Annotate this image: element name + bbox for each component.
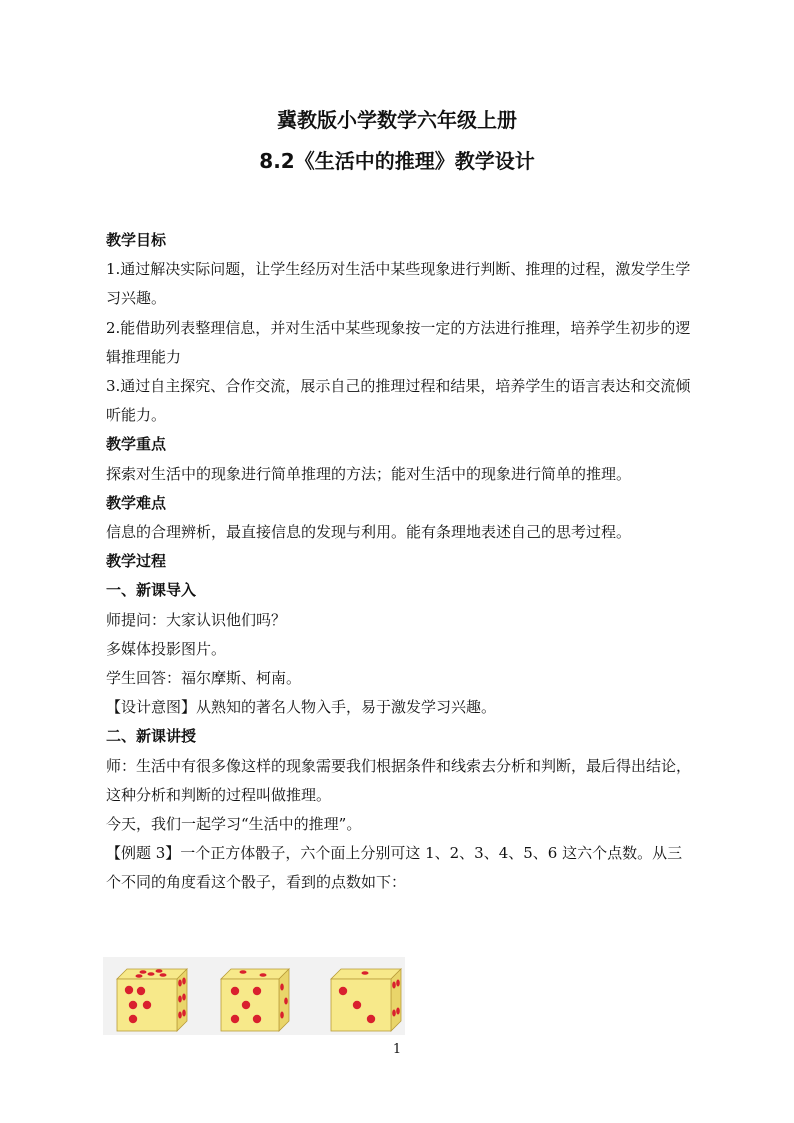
- example-3: 【例题 3】一个正方体骰子，六个面上分别可这 1、2、3、4、5、6 这六个点数。从三个不同的角度看这个骰子，看到的点数如下：: [106, 844, 683, 892]
- process-heading: 教学过程: [106, 552, 167, 571]
- document-subtitle: 8.2《生活中的推理》教学设计: [259, 149, 535, 173]
- die-1: [117, 969, 187, 1031]
- intro-heading: 一、新课导入: [106, 581, 197, 600]
- document-body: [106, 226, 696, 898]
- lesson-line-2: 今天，我们一起学习“生活中的推理”。: [106, 815, 362, 834]
- document-title: 冀教版小学数学六年级上册: [277, 108, 517, 132]
- page-number: 1: [392, 1042, 402, 1057]
- die-3: [331, 969, 401, 1031]
- difficulties-text: 信息的合理辨析，最直接信息的发现与利用。能有条理地表述自己的思考过程。: [106, 523, 632, 542]
- objectives-heading: 教学目标: [106, 231, 167, 249]
- intro-line-2: 多媒体投影图片。: [106, 639, 227, 658]
- intro-design-intent: 【设计意图】从熟知的著名人物入手，易于激发学习兴趣。: [106, 698, 497, 717]
- key-points-text: 探索对生活中的现象进行简单推理的方法；能对生活中的现象进行简单的推理。: [106, 464, 632, 483]
- objective-3: 3.通过自主探究、合作交流，展示自己的推理过程和结果，培养学生的语言表达和交流倾听能力。: [106, 377, 691, 425]
- objective-1: 1.通过解决实际问题，让学生经历对生活中某些现象进行判断、推理的过程，激发学生学习兴趣。: [106, 260, 691, 308]
- lesson-heading: 二、新课讲授: [106, 727, 197, 746]
- difficulties-heading: 教学难点: [106, 493, 167, 512]
- intro-line-1: 师提问：大家认识他们吗？: [106, 610, 287, 629]
- dice-illustration: [103, 957, 405, 1035]
- intro-line-3: 学生回答：福尔摩斯、柯南。: [106, 669, 302, 688]
- die-2: [221, 969, 289, 1031]
- lesson-line-1: 师：生活中有很多像这样的现象需要我们根据条件和线索去分析和判断，最后得出结论，这种分析和判断的过程叫做推理。: [106, 756, 692, 804]
- key-points-heading: 教学重点: [106, 435, 167, 454]
- objective-2: 2.能借助列表整理信息，并对生活中某些现象按一定的方法进行推理，培养学生初步的逻辑推理能力: [106, 318, 691, 366]
